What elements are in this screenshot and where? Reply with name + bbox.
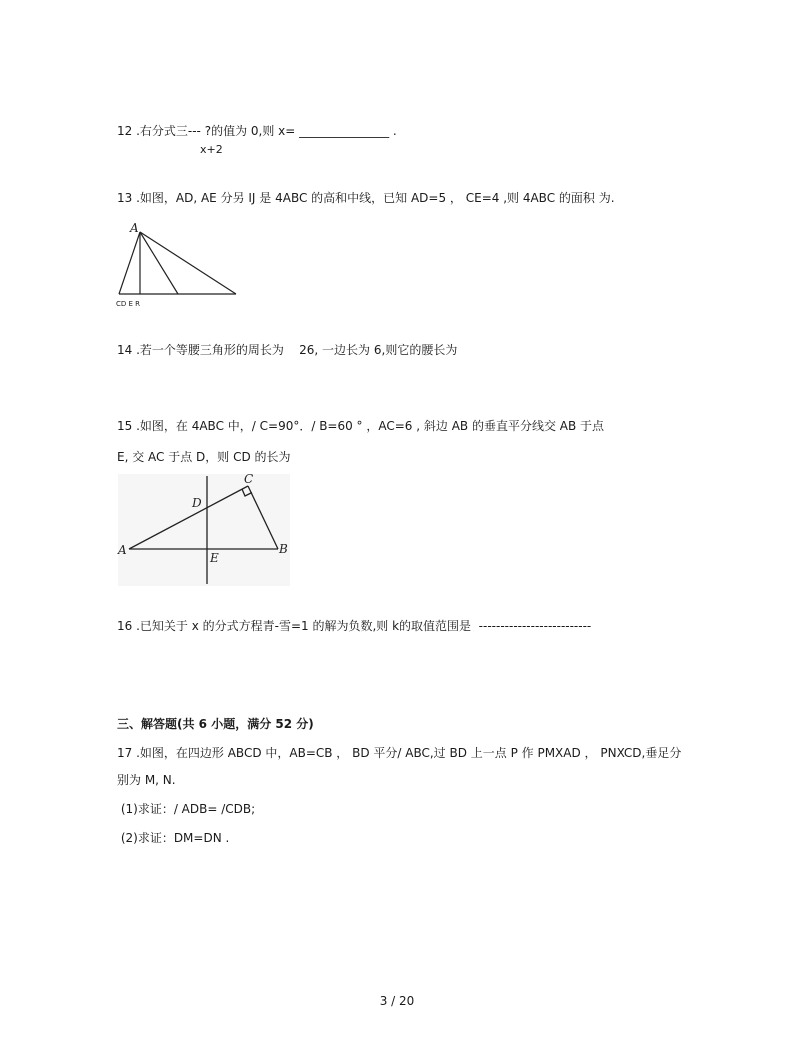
question-15-line-1: 15 .如图，在 4ABC 中，/ C=90°．/ B=60 ° ，AC=6 , 斜边 AB 的垂直平分线交 AB 于点 [117,419,605,433]
q15-label-c: C [244,472,254,486]
question-13-text: 13 .如图，AD, AE 分另 IJ 是 4ABC 的高和中线，已知 AD=5 ， CE=4 ,则 4ABC 的面积 为. [117,191,615,205]
section-3-heading: 三、解答题(共 6 小题，满分 52 分) [117,717,314,731]
q15-label-a: A [118,543,127,557]
q15-label-e: E [210,551,219,565]
question-17-line-1: 17 .如图，在四边形 ABCD 中，AB=CB ， BD 平分/ ABC,过 BD 上一点 P 作 PMXAD ， PNXCD,垂足分 [117,746,682,760]
q13-label-a: A [130,221,139,235]
question-16-text: 16 .已知关于 x 的分式方程青-雪=1 的解为负数,则 k的取值范围是 -------------------------- [117,619,592,633]
question-17-line-2: 别为 M, N. [117,773,176,787]
question-12-denominator: x+2 [200,143,223,156]
page-number: 3 / 20 [379,994,415,1008]
question-17-part-1: (1)求证：/ ADB= /CDB; [117,802,256,816]
question-17-part-2: (2)求证：DM=DN . [117,831,230,845]
question-15-line-2: E, 交 AC 于点 D，则 CD 的长为 [117,450,291,464]
q13-label-bottom: CD E R [116,300,141,308]
question-12-text: 12 .右分式三--- ?的值为 0,则 x= _______________ . [117,124,397,138]
question-14-text: 14 .若一个等腰三角形的周长为 26, 一边长为 6,则它的腰长为 [117,343,458,357]
question-15-triangle-figure [112,470,292,590]
q15-label-b: B [279,542,288,556]
question-13-triangle-figure [112,218,244,310]
q15-label-d: D [192,496,202,510]
